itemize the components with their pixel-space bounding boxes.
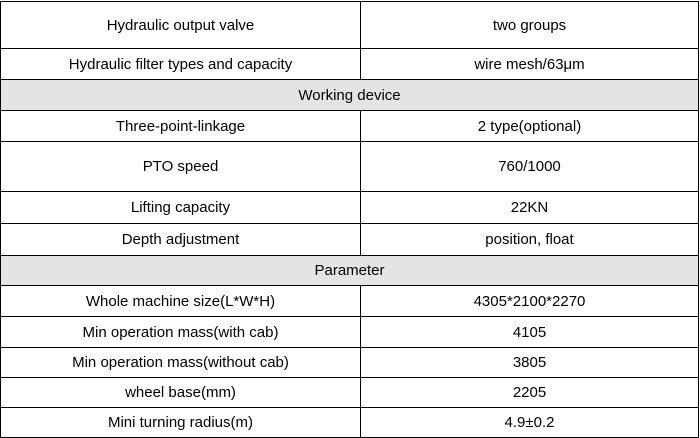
- table-row: [1, 192, 699, 224]
- table-row: [1, 317, 699, 348]
- row-label: Three-point-linkage: [1, 111, 361, 142]
- row-value: 3805: [361, 348, 699, 378]
- section-title: Parameter: [1, 256, 699, 286]
- row-label: Min operation mass(without cab): [1, 348, 361, 378]
- row-value: 2205: [361, 378, 699, 408]
- row-value: wire mesh/63μm: [361, 49, 699, 80]
- row-value: two groups: [361, 2, 699, 49]
- table-row: [1, 348, 699, 378]
- table-row: [1, 408, 699, 438]
- row-value: 22KN: [361, 192, 699, 224]
- section-header: [1, 80, 699, 111]
- section-title: Working device: [1, 80, 699, 111]
- row-label: Depth adjustment: [1, 224, 361, 256]
- section-header: [1, 256, 699, 286]
- table-row: [1, 286, 699, 317]
- row-label: Mini turning radius(m): [1, 408, 361, 438]
- row-label: Lifting capacity: [1, 192, 361, 224]
- row-label: Min operation mass(with cab): [1, 317, 361, 348]
- row-label: Hydraulic output valve: [1, 2, 361, 49]
- table-row: [1, 378, 699, 408]
- row-label: wheel base(mm): [1, 378, 361, 408]
- row-value: 4.9±0.2: [361, 408, 699, 438]
- row-value: 4105: [361, 317, 699, 348]
- row-label: Hydraulic filter types and capacity: [1, 49, 361, 80]
- row-value: position, float: [361, 224, 699, 256]
- row-label: PTO speed: [1, 142, 361, 192]
- spec-table: [0, 1, 699, 438]
- table-row: [1, 224, 699, 256]
- row-label: Whole machine size(L*W*H): [1, 286, 361, 317]
- table-row: [1, 111, 699, 142]
- table-row: [1, 49, 699, 80]
- table-row: [1, 142, 699, 192]
- table-row: [1, 2, 699, 49]
- row-value: 4305*2100*2270: [361, 286, 699, 317]
- row-value: 2 type(optional): [361, 111, 699, 142]
- row-value: 760/1000: [361, 142, 699, 192]
